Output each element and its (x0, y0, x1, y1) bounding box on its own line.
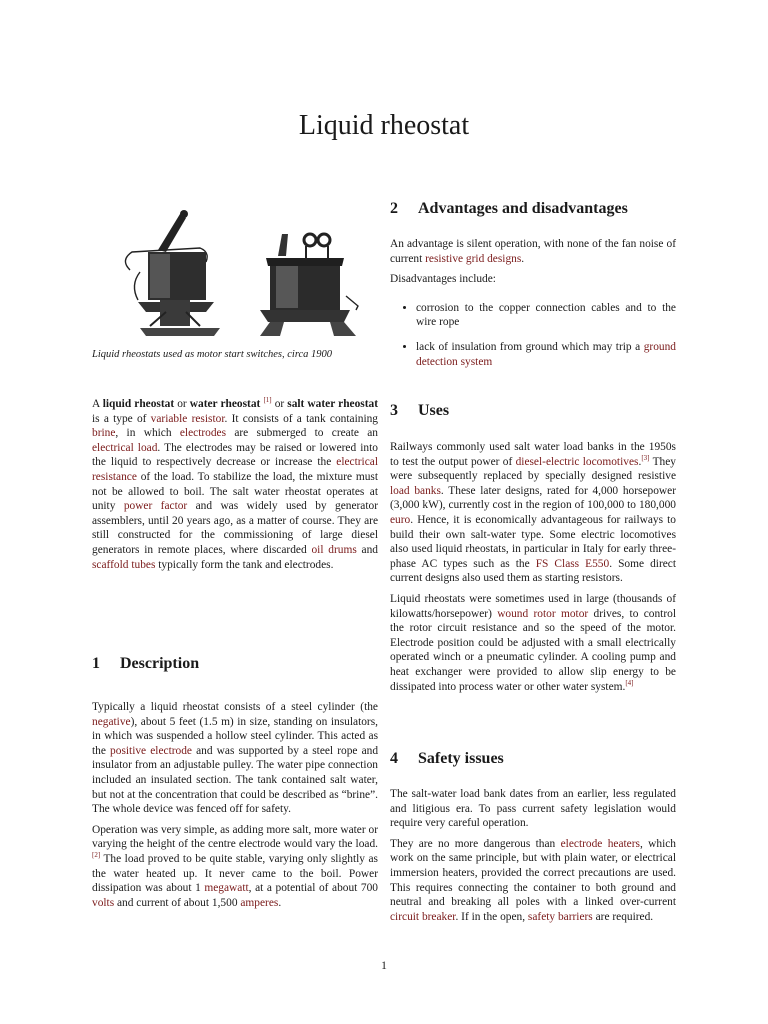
ref-link-2[interactable]: [2] (92, 851, 101, 860)
uses-body (390, 440, 676, 700)
safety-paragraph-2: They are no more dangerous than electrode heaters, which work on the same principle, but with plain water, or electrical immersion heaters, provided the correct precautions are used. This requires connecting the container to both ground and neutral and breaking all poles with a linked over-current circuit breaker. If in the open, safety barriers are required. (390, 837, 676, 923)
description-paragraph-1: Typically a liquid rheostat consists of a steel cylinder (the negative), about 5 feet (1.5 m) in size, standing on insulators, in which was suspended a hollow steel cylinder. This acted as the positive electrode and was supported by a steel rope and insulator from an adjustable pulley. The water pipe connection included an insulated section. The tank contained salt water, but not at the concentration that could be described as “brine”. The whole device was fenced off for safety. (92, 701, 379, 816)
section-heading-description: 1 Description (92, 655, 200, 672)
advantages-body (390, 237, 676, 379)
link-power-factor[interactable]: power factor (123, 500, 188, 513)
list-item: • lack of insulation from ground which may trip a ground detection system (416, 340, 676, 369)
link-scaffold-tubes[interactable]: scaffold tubes (92, 558, 156, 571)
link-ground-detection-system[interactable]: ground detection system (416, 340, 676, 368)
link-safety-barriers[interactable]: safety barriers (527, 910, 593, 923)
link-electrodes[interactable]: electrodes (179, 427, 227, 440)
safety-body (390, 787, 676, 930)
link-variable-resistor[interactable]: variable resistor (150, 412, 225, 425)
link-diesel-electric-locomotives[interactable]: diesel-electric locomotives (515, 455, 639, 468)
description-body (92, 700, 378, 916)
link-electrical-resistance[interactable]: electrical resistance (92, 456, 378, 483)
ref-link-1[interactable]: [1] (263, 396, 272, 405)
link-circuit-breaker[interactable]: circuit breaker (390, 910, 456, 923)
section-heading-advantages: 2 Advantages and disadvantages (390, 200, 628, 217)
intro-paragraph: A liquid rheostat or water rheostat [1] or salt water rheostat is a type of variable resistor. It consists of a tank containing brine, in which electrodes are submerged to create an electrical load. The electrodes may be raised or lowered into the liquid to respectively decrease or increase the electrical resistance of the load. To stabilize the load, the mixture must not be allowed to boil. The salt water rheostat operates at unity power factor and was widely used by generator assemblers, until 20 years ago, as a matter of course. They are still constructed for the commissioning of large diesel generators in remote places, where discarded oil drums and scaffold tubes typically form the tank and electrodes. (92, 396, 379, 571)
rheostat-illustration (110, 200, 370, 340)
figure-caption: Liquid rheostats used as motor start switches, circa 1900 (92, 349, 333, 360)
term-salt-water-rheostat: salt water rheostat (287, 398, 378, 410)
section-heading-safety: 4 Safety issues (390, 750, 504, 767)
uses-paragraph-2: Liquid rheostats were sometimes used in large (thousands of kilowatts/horsepower) wound rotor motor drives, to control the rotor circuit resistance and so the speed of the motor. Electrode position could be adjusted with a small electrically operated winch or a pneumatic cylinder. A cooling pump and heat exchanger were provided to allow slip energy to be dissipated into process water or other water system.[4] (390, 592, 676, 693)
link-positive-electrode[interactable]: positive electrode (110, 744, 192, 757)
link-oil-drums[interactable]: oil drums (311, 543, 357, 556)
link-fs-class-e550[interactable]: FS Class E550 (535, 557, 610, 570)
link-load-banks[interactable]: load banks (390, 484, 441, 497)
link-megawatt[interactable]: megawatt (204, 882, 249, 895)
uses-paragraph-1: Railways commonly used salt water load banks in the 1950s to test the output power of diesel-electric locomotives.[3] They were subsequently replaced by specially designed resistive load banks. These later designs, rated for 4,000 horsepower (3,000 kW), currently cost in the region of 100,000 to 180,000 euro. Hence, it is economically advantageous for railways to build their own salt-water type. Some electric locomotives also used liquid rheostats, in particular in Italy for early three-phase AC types such as the FS Class E550. Some direct current designs also used them as starting resistors. (390, 441, 677, 585)
page-title: Liquid rheostat (298, 110, 470, 141)
link-amperes[interactable]: amperes (240, 896, 279, 909)
link-wound-rotor-motor[interactable]: wound rotor motor (497, 607, 589, 620)
section-heading-uses: 3 Uses (390, 402, 450, 419)
disadvantages-list (390, 301, 676, 369)
link-brine[interactable]: brine (92, 427, 116, 440)
description-paragraph-2: Operation was very simple, as adding more salt, more water or varying the height of the centre electrode would vary the load.[2] The load proved to be quite stable, varying only slightly as the water heated up. It never came to the boil. Power dissipation was about 1 megawatt, at a potential of about 700 volts and current of about 1,500 amperes. (92, 823, 378, 909)
link-negative[interactable]: negative (92, 715, 131, 728)
link-resistive-grid-designs[interactable]: resistive grid designs (425, 252, 522, 265)
term-water-rheostat: water rheostat (189, 398, 261, 410)
term-liquid-rheostat: liquid rheostat (102, 398, 175, 410)
page-number: 1 (381, 960, 387, 972)
ref-link-3[interactable]: [3] (641, 453, 650, 462)
link-electrical-load[interactable]: electrical load (92, 441, 158, 454)
safety-paragraph-1: The salt-water load bank dates from an earlier, less regulated and litigious era. To pass current safety legislation would require very careful operation. (390, 788, 676, 830)
link-euro[interactable]: euro (390, 513, 411, 526)
advantages-paragraph: An advantage is silent operation, with none of the fan noise of current resistive grid designs. (390, 238, 676, 265)
disadvantages-intro: Disadvantages include: (390, 273, 496, 286)
ref-link-4[interactable]: [4] (625, 678, 634, 687)
list-item: • corrosion to the copper connection cables and to the wire rope (416, 301, 676, 330)
link-volts[interactable]: volts (92, 896, 115, 909)
link-electrode-heaters[interactable]: electrode heaters (560, 837, 640, 850)
